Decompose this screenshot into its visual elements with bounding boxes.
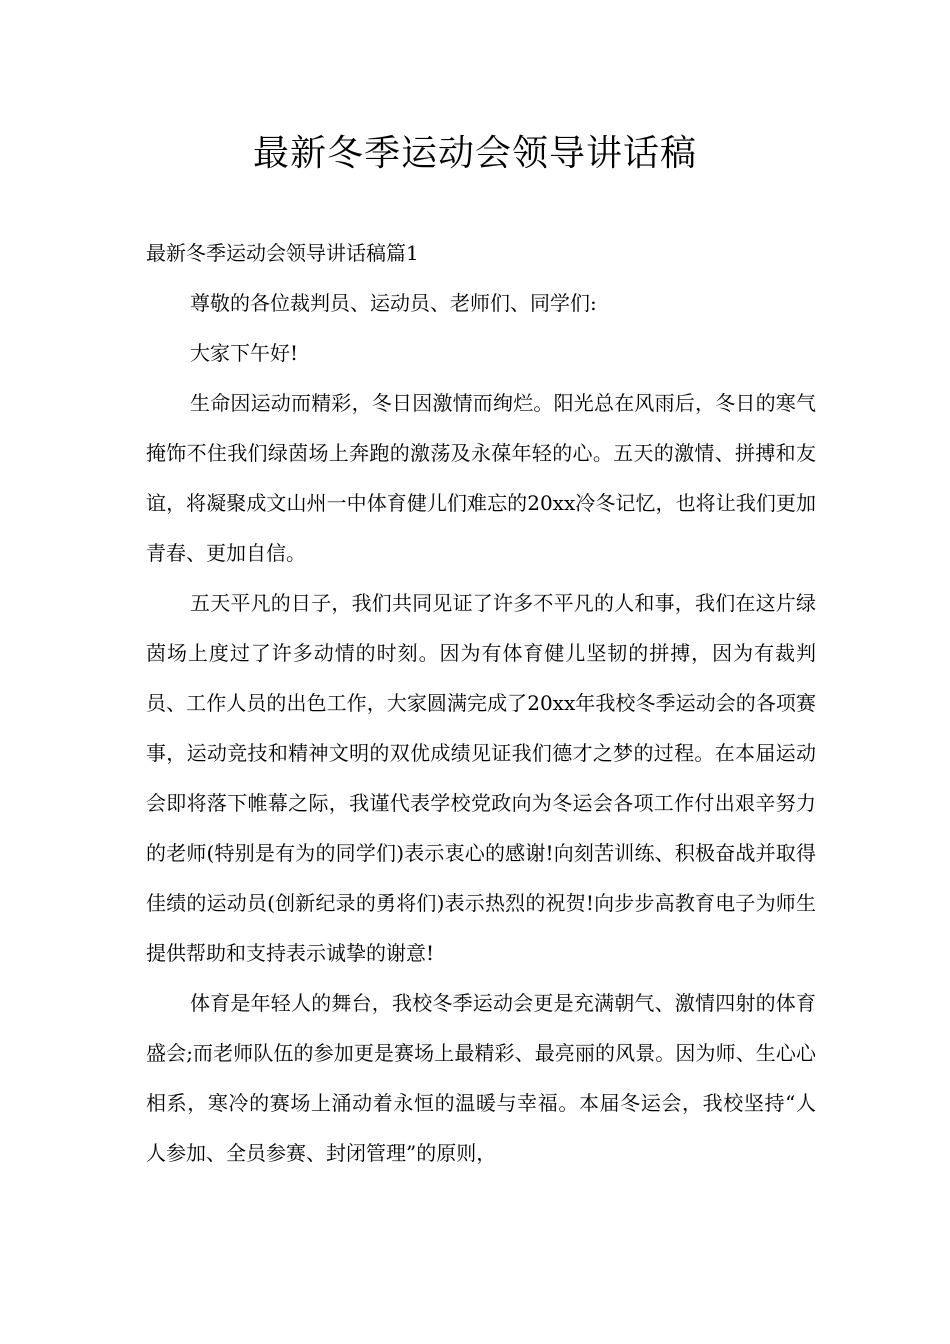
section-heading: 最新冬季运动会领导讲话稿篇1 — [146, 241, 419, 265]
document-body — [146, 228, 816, 1178]
paragraph-3: 体育是年轻人的舞台，我校冬季运动会更是充满朝气、激情四射的体育盛会;而老师队伍的参加更是赛场上最精彩、最亮丽的风景。因为师、生心心相系，寒冷的赛场上涌动着永恒的温暖与幸福。本届冬运会，我校坚持“人人参加、全员参赛、封闭管理”的原则， — [146, 991, 816, 1165]
paragraph-salutation: 大家下午好! — [190, 341, 299, 365]
document-title: 最新冬季运动会领导讲话稿 — [252, 133, 697, 174]
paragraph-2: 五天平凡的日子，我们共同见证了许多不平凡的人和事，我们在这片绿茵场上度过了许多动情的时刻。因为有体育健儿坚韧的拼搏，因为有裁判员、工作人员的出色工作，大家圆满完成了20xx年我校冬季运动会的各项赛事，运动竞技和精神文明的双优成绩见证我们德才之梦的过程。在本届运动会即将落下帷幕之际，我谨代表学校党政向为冬运会各项工作付出艰辛努力的老师(特别是有为的同学们)表示衷心的感谢!向刻苦训练、积极奋战并取得佳绩的运动员(创新纪录的勇将们)表示热烈的祝贺!向步步高教育电子为师生提供帮助和支持表示诚挚的谢意! — [146, 591, 816, 965]
paragraph-1: 生命因运动而精彩，冬日因激情而绚烂。阳光总在风雨后，冬日的寒气掩饰不住我们绿茵场上奔跑的激荡及永葆年轻的心。五天的激情、拼搏和友谊，将凝聚成文山州一中体育健儿们难忘的20xx冷冬记忆，也将让我们更加青春、更加自信。 — [146, 391, 816, 565]
paragraph-greeting: 尊敬的各位裁判员、运动员、老师们、同学们: — [190, 291, 597, 315]
